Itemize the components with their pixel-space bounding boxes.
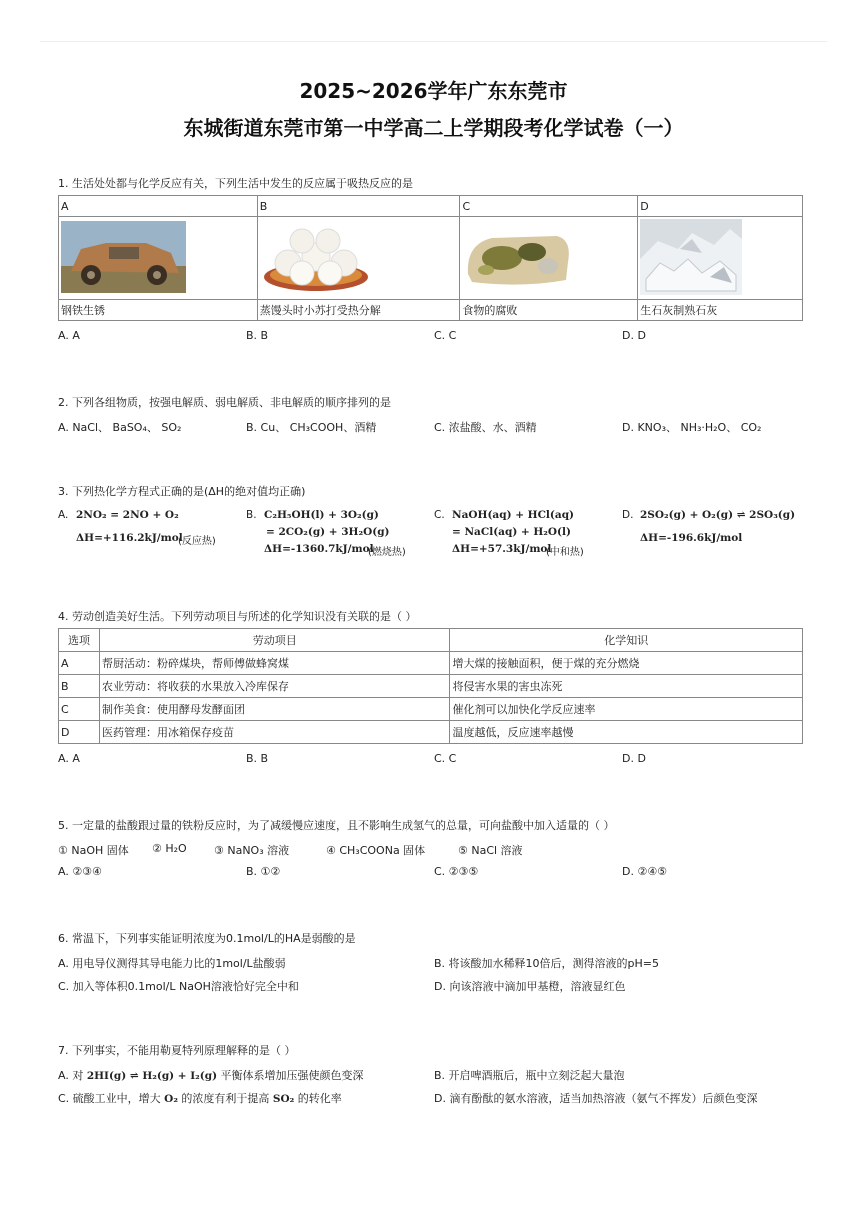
- q7-c-suffix: 的转化率: [294, 1092, 342, 1105]
- q2-option-b[interactable]: B. Cu、 CH₃COOH、酒精: [246, 421, 377, 434]
- q4-header-activity: 劳动项目: [99, 629, 450, 652]
- q3-b-equation-line2: = 2CO₂(g) + 3H₂O(g): [266, 526, 390, 538]
- q1-header-c: C: [460, 196, 638, 217]
- q3-b-equation-line1: C₂H₅OH(l) + 3O₂(g): [264, 509, 379, 521]
- q3-c-enthalpy: ΔH=+57.3kJ/mol: [452, 543, 552, 555]
- table-row: [59, 675, 803, 698]
- q4-row-b-option: B: [59, 675, 100, 698]
- exam-title-line1: 2025~2026学年广东东莞市: [299, 79, 568, 103]
- q7-c-prefix: C. 硫酸工业中，增大: [58, 1092, 165, 1105]
- q2-options: [58, 419, 808, 435]
- q1-caption-b: 蒸馒头时小苏打受热分解: [257, 300, 460, 321]
- q7-option-c[interactable]: [58, 1090, 342, 1106]
- q2-option-c[interactable]: C. 浓盐酸、水、酒精: [434, 421, 537, 434]
- exam-title-line2: 东城街道东莞市第一中学高二上学期段考化学试卷（一）: [183, 116, 684, 140]
- q1-header-b: B: [257, 196, 460, 217]
- q7-c-so2: SO₂: [272, 1093, 295, 1105]
- q3-c-note: (中和热): [546, 547, 584, 558]
- q3-stem: 3. 下列热化学方程式正确的是(ΔH的绝对值均正确): [58, 485, 306, 498]
- table-row: [59, 698, 803, 721]
- q3-a-equation: 2NO₂ = 2NO + O₂: [76, 509, 179, 521]
- q5-item-3: ③ NaNO₃ 溶液: [214, 844, 290, 857]
- q5-option-c[interactable]: C. ②③⑤: [434, 865, 479, 878]
- q1-option-a[interactable]: A. A: [58, 329, 80, 342]
- q5-option-d[interactable]: D. ②④⑤: [622, 865, 668, 878]
- q7-option-d[interactable]: D. 滴有酚酞的氨水溶液，适当加热溶液（氨气不挥发）后颜色变深: [434, 1092, 758, 1105]
- table-row: [59, 652, 803, 675]
- q6-option-b[interactable]: B. 将该酸加水稀释10倍后，测得溶液的pH=5: [434, 957, 660, 970]
- q4-row-b-activity: 农业劳动：将收获的水果放入冷库保存: [99, 675, 450, 698]
- q6-options-row2: [58, 978, 808, 994]
- q3-d-enthalpy: ΔH=-196.6kJ/mol: [640, 532, 743, 544]
- q4-option-b[interactable]: B. B: [246, 752, 269, 765]
- q3-d-label: D.: [622, 509, 634, 521]
- q4-row-c-option: C: [59, 698, 100, 721]
- q7-a-suffix: 平衡体系增加压强使颜色变深: [217, 1069, 364, 1082]
- q3-a-label: A.: [58, 509, 69, 521]
- q7-stem: 7. 下列事实，不能用勒夏特列原理解释的是（ ）: [58, 1044, 296, 1057]
- q4-row-d-knowledge: 温度越低，反应速率越慢: [450, 721, 803, 744]
- header-divider: [40, 41, 827, 42]
- q3-b-enthalpy: ΔH=-1360.7kJ/mol: [264, 543, 374, 555]
- q4-row-d-activity: 医药管理：用冰箱保存疫苗: [99, 721, 450, 744]
- q4-stem: 4. 劳动创造美好生活。下列劳动项目与所述的化学知识没有关联的是（ ）: [58, 610, 417, 623]
- q6-option-d[interactable]: D. 向该溶液中滴加甲基橙，溶液显红色: [434, 980, 626, 993]
- q7-option-a[interactable]: [58, 1067, 364, 1083]
- q4-row-a-option: A: [59, 652, 100, 675]
- q1-image-a: [59, 217, 258, 300]
- q4-table: [58, 628, 803, 744]
- q6-stem: 6. 常温下，下列事实能证明浓度为0.1mol/L的HA是弱酸的是: [58, 932, 356, 945]
- q4-option-a[interactable]: A. A: [58, 752, 80, 765]
- q3-c-equation-line1: NaOH(aq) + HCl(aq): [452, 509, 575, 521]
- steamed-buns-image: [260, 219, 372, 295]
- q1-caption-c: 食物的腐败: [460, 300, 638, 321]
- quicklime-image: [640, 219, 742, 295]
- moldy-bread-image: [462, 222, 572, 292]
- q2-option-a[interactable]: A. NaCl、 BaSO₄、 SO₂: [58, 421, 182, 434]
- q4-row-c-knowledge: 催化剂可以加快化学反应速率: [450, 698, 803, 721]
- q1-image-b: [257, 217, 460, 300]
- q7-a-equation: 2HI(g) ⇌ H₂(g) + I₂(g): [86, 1070, 218, 1082]
- q7-option-b[interactable]: B. 开启啤酒瓶后，瓶中立刻泛起大量泡: [434, 1069, 625, 1082]
- q3-c-equation-line2: = NaCl(aq) + H₂O(l): [452, 526, 571, 538]
- q5-option-b[interactable]: B. ①②: [246, 865, 281, 878]
- q1-header-d: D: [638, 196, 803, 217]
- q1-option-b[interactable]: B. B: [246, 329, 269, 342]
- q1-caption-d: 生石灰制熟石灰: [638, 300, 803, 321]
- q1-image-c: [460, 217, 638, 300]
- q1-option-c[interactable]: C. C: [434, 329, 457, 342]
- q4-row-a-activity: 帮厨活动：粉碎煤块，帮师傅做蜂窝煤: [99, 652, 450, 675]
- q7-c-o2: O₂: [164, 1093, 178, 1105]
- q5-options: [58, 865, 808, 881]
- q4-option-c[interactable]: C. C: [434, 752, 457, 765]
- q7-options-row2: [58, 1090, 808, 1106]
- q5-item-5: ⑤ NaCl 溶液: [458, 844, 523, 857]
- q5-option-a[interactable]: A. ②③④: [58, 865, 102, 878]
- q4-options: [58, 752, 808, 768]
- q3-a-enthalpy: ΔH=+116.2kJ/mol: [76, 532, 183, 544]
- q3-b-note: (燃烧热): [368, 547, 406, 558]
- q3-d-equation: 2SO₂(g) + O₂(g) ⇌ 2SO₃(g): [640, 509, 796, 521]
- q1-stem: 1. 生活处处都与化学反应有关，下列生活中发生的反应属于吸热反应的是: [58, 177, 413, 190]
- q5-item-1: ① NaOH 固体: [58, 844, 129, 857]
- q7-a-prefix: A. 对: [58, 1069, 87, 1082]
- q2-option-d[interactable]: D. KNO₃、 NH₃·H₂O、 CO₂: [622, 421, 762, 434]
- q7-c-middle: 的浓度有利于提高: [177, 1092, 273, 1105]
- q1-table: [58, 195, 803, 321]
- q4-row-c-activity: 制作美食：使用酵母发酵面团: [99, 698, 450, 721]
- q4-row-b-knowledge: 将侵害水果的害虫冻死: [450, 675, 803, 698]
- q7-options-row1: [58, 1067, 808, 1083]
- q3-a-note: (反应热): [178, 536, 216, 547]
- q4-option-d[interactable]: D. D: [622, 752, 646, 765]
- table-row: [59, 721, 803, 744]
- q1-image-d: [638, 217, 803, 300]
- q5-item-2: ② H₂O: [152, 842, 187, 855]
- q1-header-a: A: [59, 196, 258, 217]
- q5-item-4: ④ CH₃COONa 固体: [326, 844, 426, 857]
- q3-b-label: B.: [246, 509, 257, 521]
- q5-items: [58, 842, 808, 858]
- q5-stem: 5. 一定量的盐酸跟过量的铁粉反应时，为了减缓慢应速度，且不影响生成氢气的总量，可向盐酸中加入适量的（ ）: [58, 819, 615, 832]
- q3-c-label: C.: [434, 509, 445, 521]
- q4-header-knowledge: 化学知识: [450, 629, 803, 652]
- q1-options: [58, 329, 808, 345]
- q4-row-d-option: D: [59, 721, 100, 744]
- q1-caption-a: 钢铁生锈: [59, 300, 258, 321]
- q6-option-a[interactable]: A. 用电导仪测得其导电能力比的1mol/L盐酸弱: [58, 957, 286, 970]
- q4-row-a-knowledge: 增大煤的接触面积，便于煤的充分燃烧: [450, 652, 803, 675]
- q6-options-row1: [58, 955, 808, 971]
- q6-option-c[interactable]: C. 加入等体积0.1mol/L NaOH溶液恰好完全中和: [58, 980, 299, 993]
- q1-option-d[interactable]: D. D: [622, 329, 646, 342]
- q4-header-option: 选项: [59, 629, 100, 652]
- rusty-car-image: [61, 221, 186, 293]
- q2-stem: 2. 下列各组物质，按强电解质、弱电解质、非电解质的顺序排列的是: [58, 396, 391, 409]
